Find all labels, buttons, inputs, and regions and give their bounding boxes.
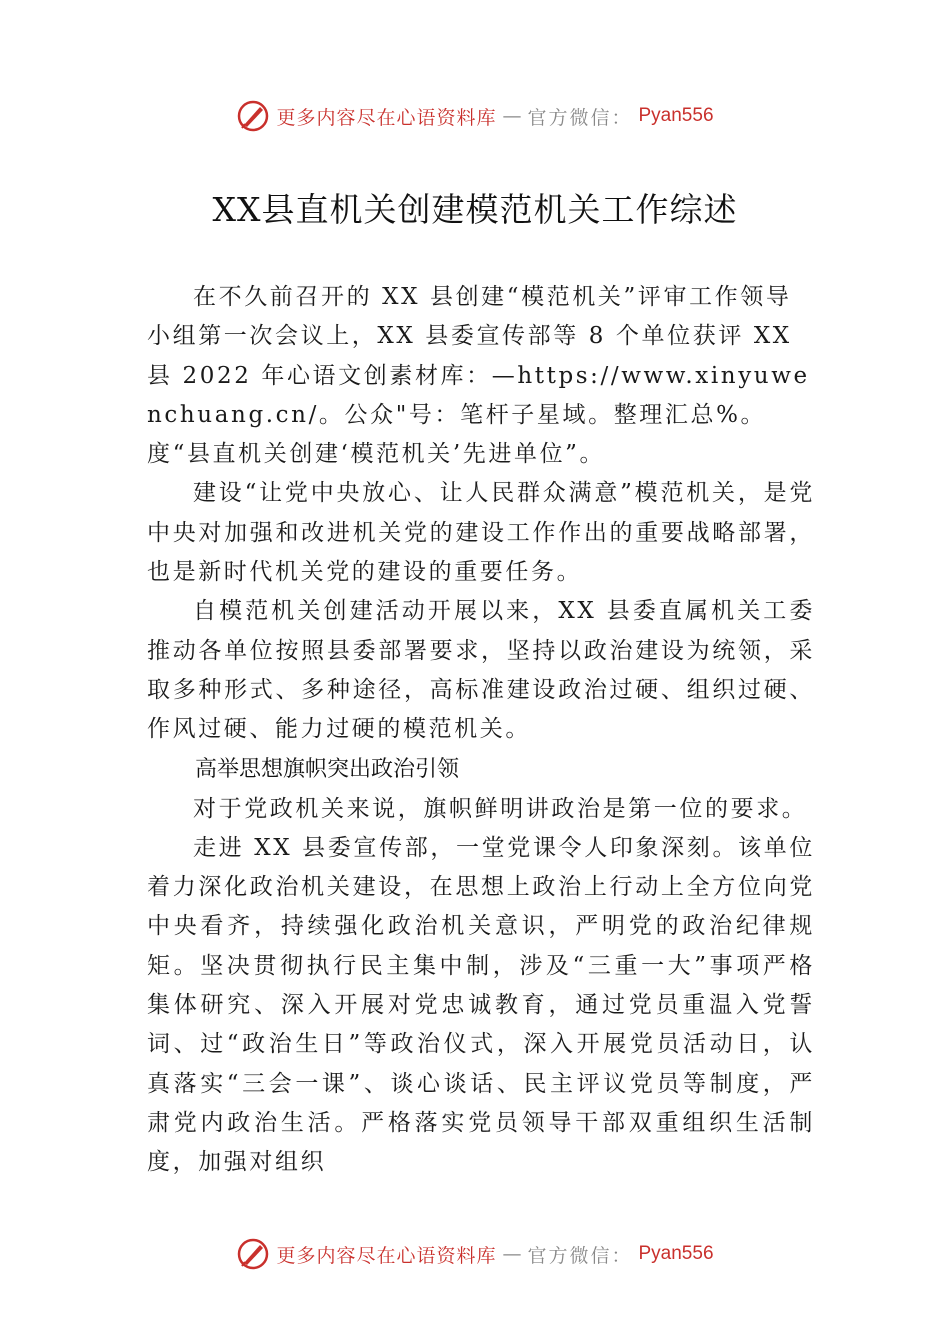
watermark-wechat-id: Pyan556	[638, 1243, 714, 1264]
watermark-text: 更多内容尽在心语资料库	[276, 106, 497, 129]
watermark-text: 更多内容尽在心语资料库	[276, 1244, 497, 1267]
footer-watermark	[0, 1234, 950, 1274]
paragraph: 对于党政机关来说，旗帜鲜明讲政治是第一位的要求。	[193, 795, 808, 822]
watermark-separator: —	[502, 105, 522, 127]
document-title: XX县直机关创建模范机关工作综述	[212, 190, 738, 229]
quill-pen-seal-icon	[236, 1237, 270, 1271]
watermark-wechat-id: Pyan556	[638, 105, 714, 126]
watermark-label: 官方微信：	[527, 1244, 633, 1267]
section-heading: 高举思想旗帜突出政治引领	[195, 756, 460, 782]
watermark-label: 官方微信：	[527, 106, 633, 129]
paragraph: 自模范机关创建活动开展以来，XX 县委直属机关工委推动各单位按照县委部署要求，坚持以政治建设为统领，采取多种形式、多种途径，高标准建设政治过硬、组织过硬、 作风过硬、能力过硬的模范机关。	[147, 598, 815, 743]
watermark-separator: —	[502, 1243, 522, 1265]
quill-pen-seal-icon	[236, 99, 270, 133]
document-body	[147, 278, 815, 1183]
paragraph: 在不久前召开的 XX 县创建“模范机关”评审工作领导小组第一次会议上，XX 县委宣传部等 8 个单位获评 XX 县 2022 年心语文创素材库：—https://www.xinyuwenchuang.cn/。公众"号：笔杆子星域。整理汇总%。度“县直机关创建‘模范机关’先进单位”。	[147, 284, 810, 468]
paragraph: 走进 XX 县委宣传部，一堂党课令人印象深刻。该单位着力深化政治机关建设，在思想上政治上行动上全方位向党中央看齐，持续强化政治机关意识，严明党的政治纪律规矩。坚决贯彻执行民主集中制，涉及“三重一大”事项严格集体研究、深入开展对党忠诚教育，通过党员重温入党誓词、过“政治生日”等政治仪式，深入开展党员活动日，认真落实“三会一课”、谈心谈话、民主评议党员等制度，严肃党内政治生活。严格落实党员领导干部双重组织生活制度，加强对组织	[147, 834, 815, 1176]
paragraph: 建设“让党中央放心、让人民群众满意”模范机关，是党中央对加强和改进机关党的建设工作作出的重要战略部署，也是新时代机关党的建设的重要任务。	[147, 480, 815, 586]
header-watermark	[0, 96, 950, 136]
